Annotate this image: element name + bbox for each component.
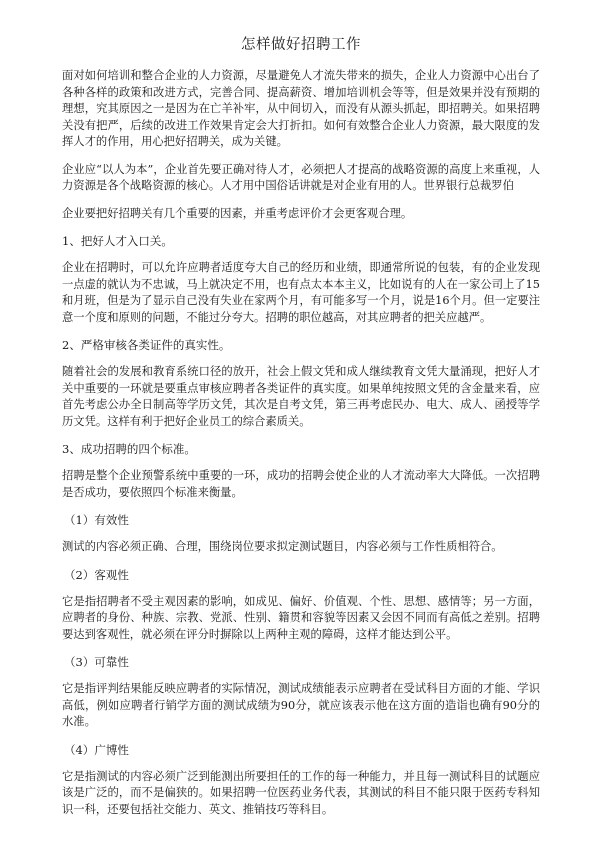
paragraph-section-3: 招聘是整个企业预警系统中重要的一环，成功的招聘会使企业的人才流动率大大降低。一次招聘是否成功，要依照四个标准来衡量。 — [62, 469, 540, 499]
paragraph-people-first: 企业应“以人为本”，企业首先要正确对待人才，必须把人才提高的战略资源的高度上来重视，人力资源是各个战略资源的核心。人才用中国俗话讲就是对企业有用的人。世界银行总裁罗伯 — [62, 162, 540, 192]
subheading-breadth: （4）广博性 — [64, 742, 129, 757]
paragraph-section-1: 企业在招聘时，可以允许应聘者适度夸大自己的经历和业绩，即通常所说的包装，有的企业发现一点虚的就认为不忠诚，马上就决定不用，也有点太本本主义，比如说有的人在一家公司上了15和月班，但是为了显示自己没有失业在家两个月，有可能多写一个月，说是16个月。但一定要注意一个度和原则的问题，不能过分夸大。招聘的职位越高，对其应聘者的把关应越严。 — [62, 261, 540, 324]
paragraph-validity: 测试的内容必须正确、合理，围绕岗位要求拟定测试题目，内容必须与工作性质相符合。 — [62, 540, 503, 553]
paragraph-section-2: 随着社会的发展和教育系统口径的放开，社会上假文凭和成人继续教育文凭大量涌现，把好人才关中重要的一环就是要重点审核应聘者各类证件的真实度。如果单纯按照文凭的含金量来看，应首先考虑公办全日制高等学历文凭，其次是自考文凭，第三再考虑民办、电大、成人、函授等学历文凭。这样有利于把好企业员工的综合素质关。 — [62, 365, 540, 428]
paragraph-reliability: 它是指评判结果能反映应聘者的实际情况，测试成绩能表示应聘者在受试科目方面的才能、学识高低，例如应聘者行销学方面的测试成绩为90分，就应该表示他在这方面的造诣也确有90分的水准。 — [62, 682, 540, 728]
subheading-reliability: （3）可靠性 — [64, 655, 129, 669]
heading-section-3: 3、成功招聘的四个标准。 — [62, 442, 196, 456]
paragraph-factors: 企业要把好招聘关有几个重要的因素，并重考虑评价才会更客观合理。 — [62, 206, 413, 220]
heading-section-2: 2、严格审核各类证件的真实性。 — [62, 338, 231, 352]
paragraph-intro: 面对如何培训和整合企业的人力资源，尽量避免人才流失带来的损失，企业人力资源中心出台了各种各样的政策和改进方式，完善合同、提高薪资、增加培训机会等等，但是效果并没有预期的理想，究其原因之一是因为在亡羊补牢，从中间切入，而没有从源头抓起，即招聘关。如果招聘关没有把严，后续的改进工作效果肯定会大打折扣。如何有效整合企业人力资源，最大限度的发挥人才的作用，用心把好招聘关，成为关键。 — [62, 69, 540, 148]
heading-section-1: 1、把好人才入口关。 — [62, 234, 173, 248]
document-title: 怎样做好招聘工作 — [241, 37, 361, 53]
paragraph-breadth: 它是指测试的内容必须广泛到能测出所要担任的工作的每一种能力，并且每一测试科目的试题应该是广泛的，而不是偏狭的。如果招聘一位医药业务代表，其测试的科目不能只限于医药专科知识一科，还要包括社交能力、英文、推销技巧等科目。 — [62, 769, 540, 816]
subheading-objectivity: （2）客观性 — [64, 567, 129, 582]
document-page — [62, 36, 540, 829]
subheading-validity: （1）有效性 — [64, 513, 129, 527]
paragraph-objectivity: 它是指招聘者不受主观因素的影响，如成见、偏好、价值观、个性、思想、感情等；另一方面，应聘者的身份、种族、宗教、党派、性别、籍贯和容貌等因素又会因不同而有高低之差别。招聘要达到客观性，就必须在评分时摒除以上两种主观的障碍，这样才能达到公平。 — [62, 594, 540, 641]
